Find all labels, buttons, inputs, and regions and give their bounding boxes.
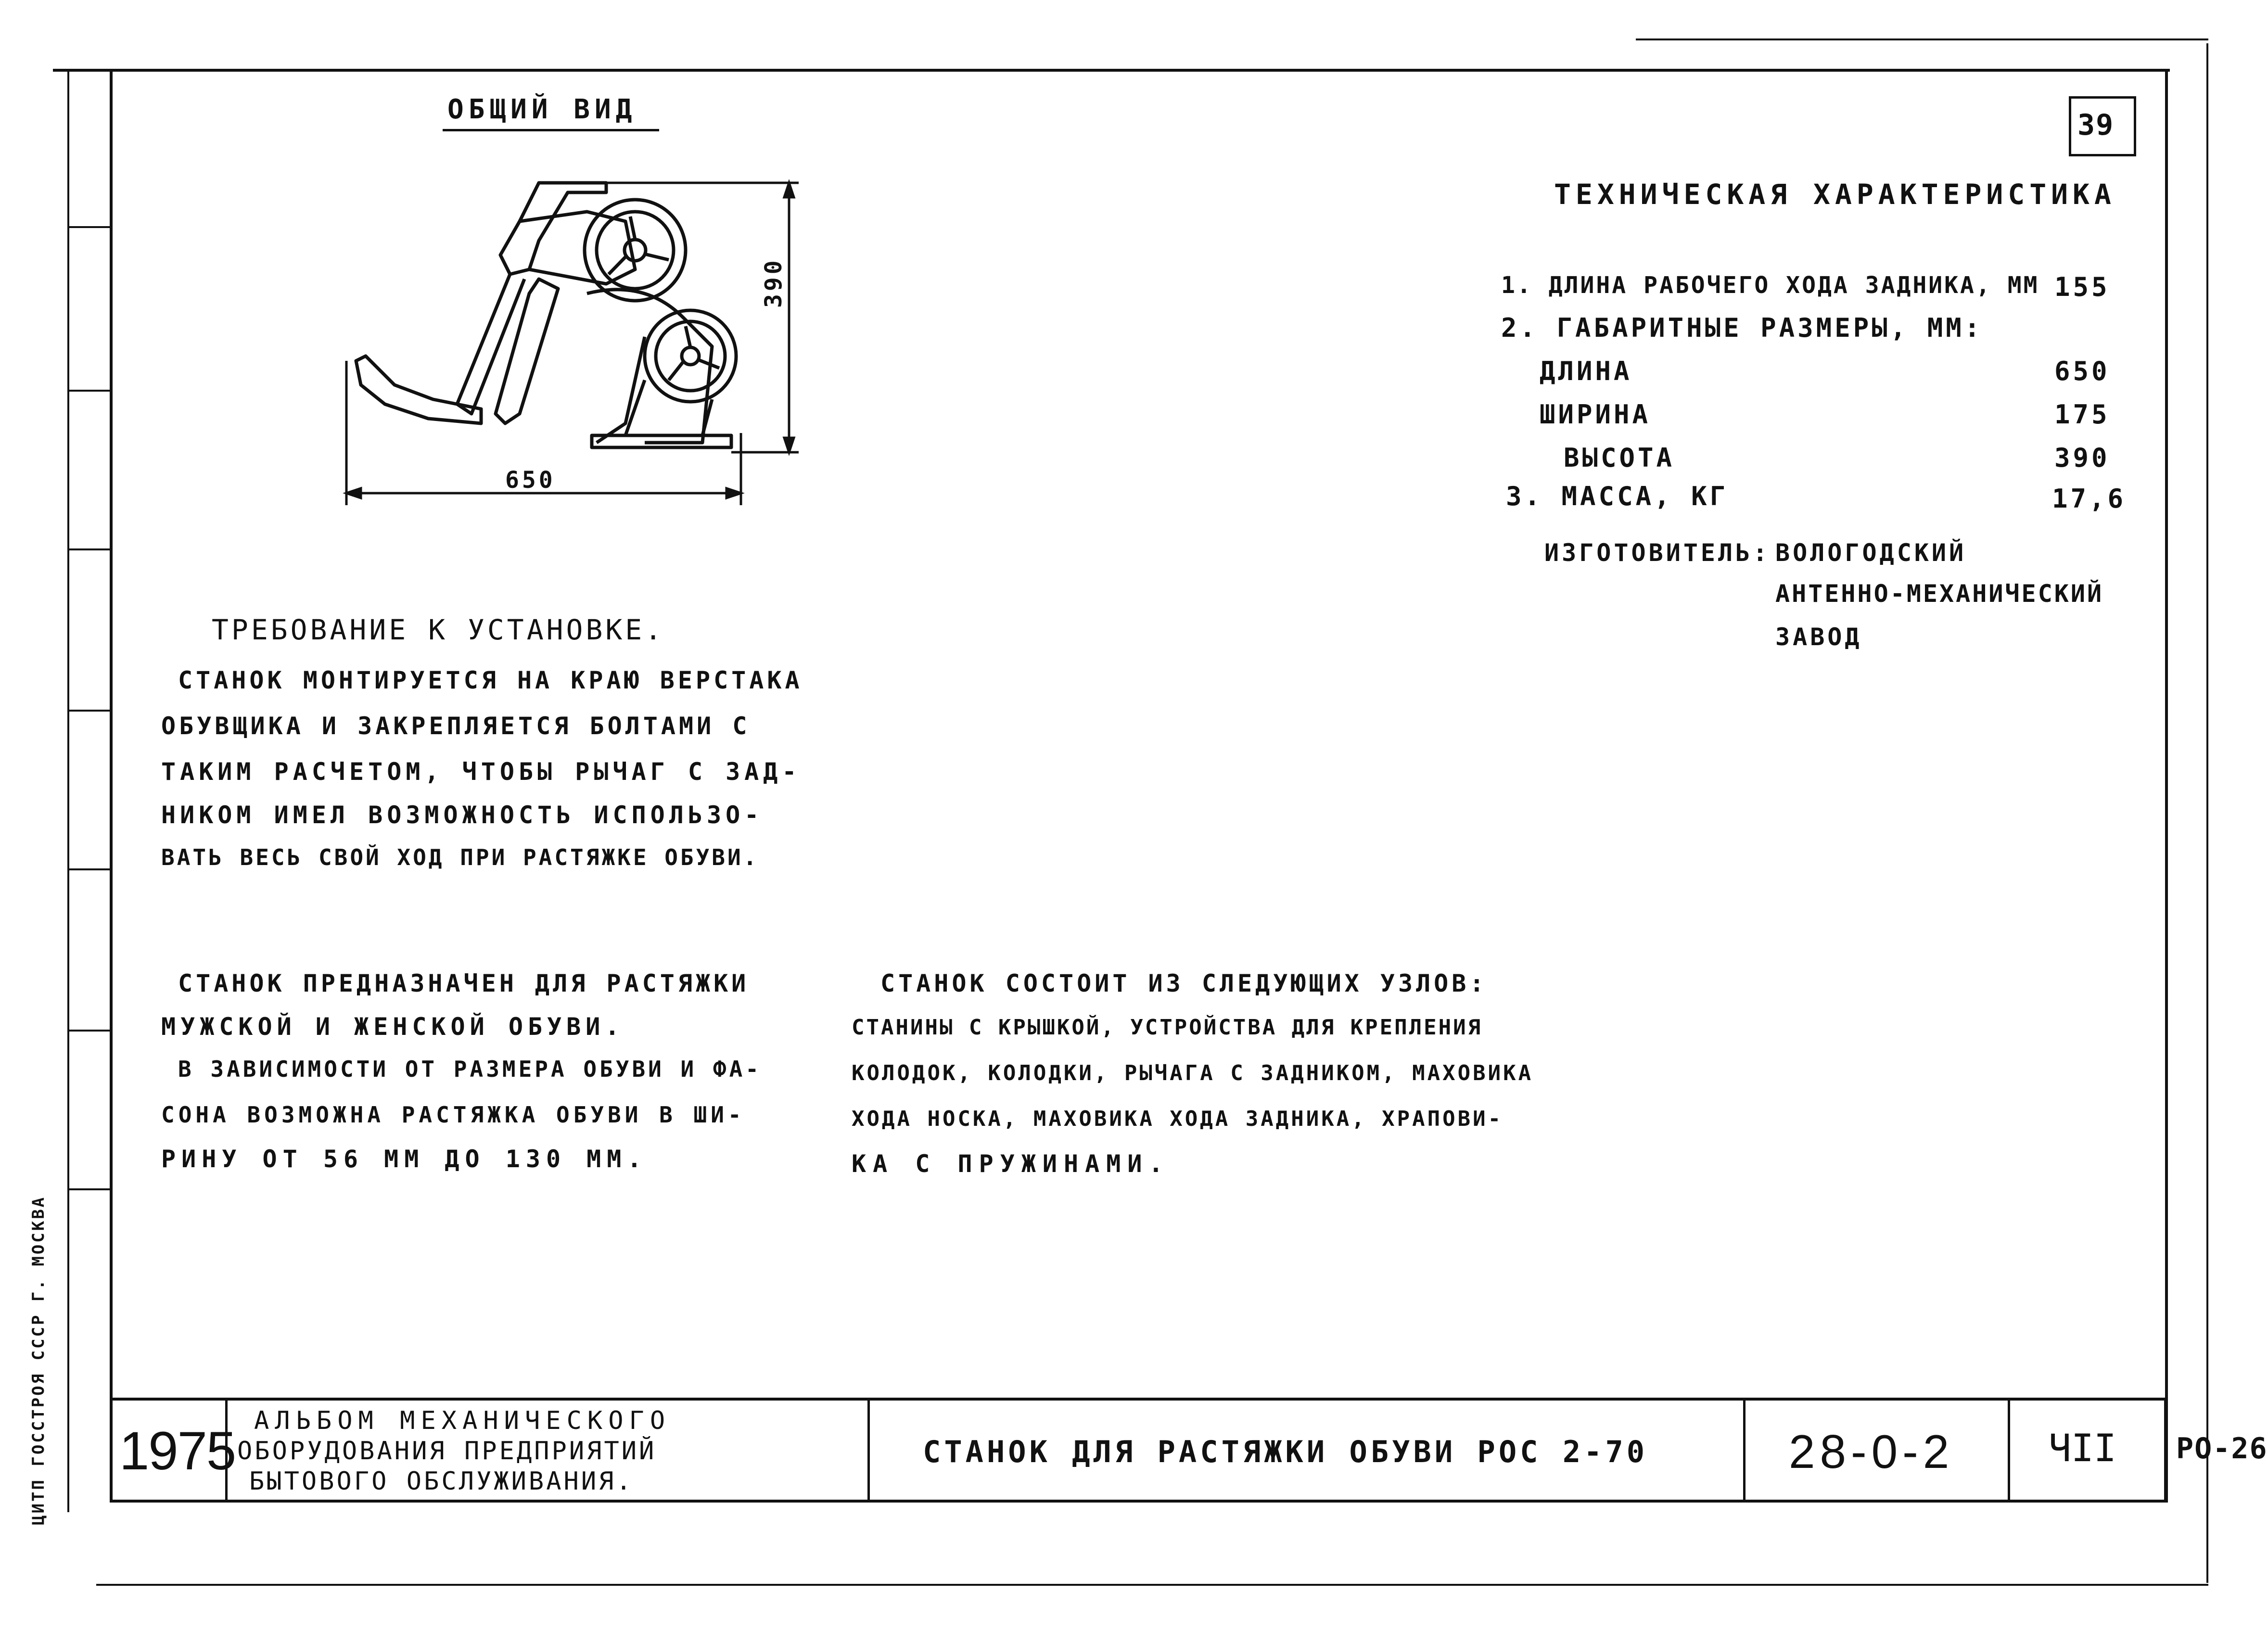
sheet-edge-top	[1636, 38, 2208, 40]
installation-line: НИКОМ ИМЕЛ ВОЗМОЖНОСТЬ ИСПОЛЬЗО-	[161, 801, 764, 829]
purpose-line: В ЗАВИСИМОСТИ ОТ РАЗМЕРА ОБУВИ И ФА-	[178, 1056, 762, 1082]
purpose-line: МУЖСКОЙ И ЖЕНСКОЙ ОБУВИ.	[161, 1013, 624, 1041]
tech-row-value: 390	[2054, 443, 2110, 473]
installation-title: ТРЕБОВАНИЕ К УСТАНОВКЕ.	[212, 613, 665, 646]
composition-line: СТАНИНЫ С КРЫШКОЙ, УСТРОЙСТВА ДЛЯ КРЕПЛЕНИЯ	[852, 1015, 1483, 1040]
binding-tick	[67, 548, 111, 550]
general-view-title: ОБЩИЙ ВИД	[447, 94, 637, 125]
installation-line: ОБУВЩИКА И ЗАКРЕПЛЯЕТСЯ БОЛТАМИ С	[161, 712, 751, 740]
tb-title: СТАНОК ДЛЯ РАСТЯЖКИ ОБУВИ РОС 2-70	[923, 1434, 1648, 1469]
tb-album-line: ОБОРУДОВАНИЯ ПРЕДПРИЯТИЙ	[237, 1437, 657, 1465]
tech-row-label: ДЛИНА	[1540, 356, 1632, 386]
manufacturer-line: АНТЕННО-МЕХАНИЧЕСКИЙ	[1775, 580, 2104, 608]
binding-tick	[67, 710, 111, 712]
machine-drawing	[337, 173, 818, 520]
tb-part: ЧII	[2049, 1427, 2116, 1470]
composition-line: ХОДА НОСКА, МАХОВИКА ХОДА ЗАДНИКА, ХРАПОВИ-	[852, 1107, 1504, 1131]
tb-sheet: РО-26	[2176, 1432, 2268, 1465]
installation-line: СТАНОК МОНТИРУЕТСЯ НА КРАЮ ВЕРСТАКА	[178, 666, 803, 694]
binding-tick	[67, 390, 111, 392]
tb-album-line: АЛЬБОМ МЕХАНИЧЕСКОГО	[254, 1406, 671, 1435]
tb-album-line: БЫТОВОГО ОБСЛУЖИВАНИЯ.	[249, 1467, 634, 1496]
frame-right	[2165, 69, 2168, 1503]
tech-row-value: 155	[2054, 272, 2110, 302]
tech-row-value: 175	[2054, 399, 2110, 430]
title-underline	[443, 129, 659, 131]
side-stamp: ЦИТП ГОССТРОЯ СССР Г. МОСКВА	[29, 1195, 48, 1525]
binding-line	[67, 69, 69, 1512]
manufacturer-line: ЗАВОД	[1775, 623, 1862, 651]
manufacturer-label: ИЗГОТОВИТЕЛЬ:	[1544, 539, 1771, 567]
dim-length-label: 650	[505, 467, 556, 494]
tech-row-label: 3. МАССА, КГ	[1506, 481, 1729, 511]
purpose-line: СТАНОК ПРЕДНАЗНАЧЕН ДЛЯ РАСТЯЖКИ	[178, 969, 750, 997]
manufacturer-line: ВОЛОГОДСКИЙ	[1775, 539, 1967, 567]
installation-line: ТАКИМ РАСЧЕТОМ, ЧТОБЫ РЫЧАГ С ЗАД-	[161, 758, 801, 786]
binding-tick	[67, 1030, 111, 1032]
binding-tick	[67, 1188, 111, 1190]
tech-row-value: 650	[2054, 356, 2110, 386]
composition-line: СТАНОК СОСТОИТ ИЗ СЛЕДУЮЩИХ УЗЛОВ:	[880, 969, 1488, 997]
tech-row-value: 17,6	[2052, 484, 2127, 514]
tech-row-label: 1. ДЛИНА РАБОЧЕГО ХОДА ЗАДНИКА, ММ	[1501, 272, 2039, 299]
purpose-line: РИНУ ОТ 56 ММ ДО 130 ММ.	[161, 1145, 648, 1173]
composition-line: КА С ПРУЖИНАМИ.	[852, 1150, 1170, 1178]
binding-tick	[67, 226, 111, 228]
tech-row-label: 2. ГАБАРИТНЫЕ РАЗМЕРЫ, ММ:	[1501, 313, 1983, 343]
composition-line: КОЛОДОК, КОЛОДКИ, РЫЧАГА С ЗАДНИКОМ, МАХОВИКА	[852, 1061, 1534, 1085]
frame-top	[53, 69, 2170, 72]
sheet-edge-bottom	[96, 1584, 2208, 1586]
tb-year: 1975	[119, 1421, 236, 1481]
frame-left	[110, 69, 113, 1503]
title-block	[110, 1398, 2268, 1503]
tech-title: ТЕХНИЧЕСКАЯ ХАРАКТЕРИСТИКА	[1554, 178, 2116, 211]
tb-code: 28-0-2	[1789, 1425, 1954, 1478]
dim-height-label: 390	[760, 257, 787, 308]
sheet-edge-right	[2206, 43, 2208, 1583]
page-number: 39	[2077, 108, 2115, 142]
tech-row-label: ВЫСОТА	[1564, 443, 1675, 473]
installation-line: ВАТЬ ВЕСЬ СВОЙ ХОД ПРИ РАСТЯЖКЕ ОБУВИ.	[161, 844, 759, 870]
purpose-line: СОНА ВОЗМОЖНА РАСТЯЖКА ОБУВИ В ШИ-	[161, 1102, 745, 1128]
binding-tick	[67, 868, 111, 870]
tech-row-label: ШИРИНА	[1540, 399, 1651, 430]
